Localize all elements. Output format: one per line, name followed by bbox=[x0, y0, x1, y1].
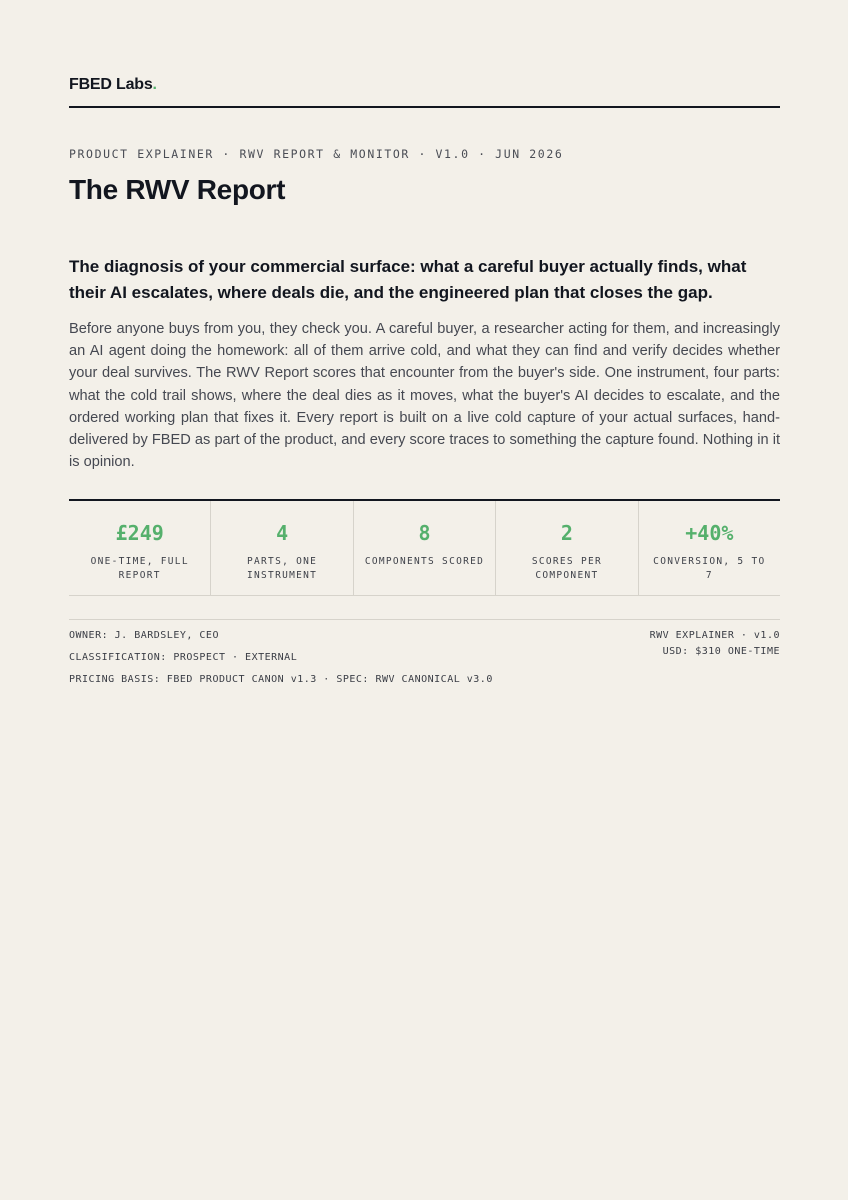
stat-price bbox=[69, 501, 211, 595]
stat-label: COMPONENTS SCORED bbox=[364, 556, 485, 567]
usd-price-line: USD: $310 ONE-TIME bbox=[662, 646, 780, 657]
doc-id-line: RWV EXPLAINER · v1.0 bbox=[649, 630, 780, 641]
footer-meta-right bbox=[650, 629, 780, 661]
stat-parts bbox=[211, 501, 353, 595]
document-footer bbox=[69, 619, 780, 685]
stat-value: 4 bbox=[276, 521, 289, 545]
stat-label: PARTS, ONE INSTRUMENT bbox=[247, 556, 318, 581]
stat-value: £249 bbox=[115, 521, 164, 545]
page-title: The RWV Report bbox=[69, 174, 286, 205]
stats-strip bbox=[69, 499, 780, 596]
owner-line: OWNER: J. BARDSLEY, CEO bbox=[69, 630, 219, 641]
lede-paragraph: The diagnosis of your commercial surface: what a careful buyer actually finds, what their AI escalates, where deals die, and the engineered plan that closes the gap. bbox=[69, 257, 747, 302]
stat-conversion bbox=[639, 501, 780, 595]
stat-components bbox=[354, 501, 496, 595]
footer-meta-left bbox=[69, 629, 493, 695]
stat-value: +40% bbox=[685, 521, 734, 545]
stat-label: SCORES PER COMPONENT bbox=[531, 556, 603, 581]
body-paragraph: Before anyone buys from you, they check you. A careful buyer, a researcher acting for them, and increasingly an AI agent doing the homework: all of them arrive cold, and what they can find and verify decides whether your deal survives. The RWV Report scores that encounter from the buyer's side. One instrument, four parts: what the cold trail shows, where the deal dies as it moves, what the buyer's AI decides to escalate, and the ordered working plan that fixes it. Every report is built on a live cold capture of your actual surfaces, hand-delivered by FBED as part of the product, and every score traces to something the capture found. Nothing in it is opinion. bbox=[69, 321, 780, 471]
brand-logo bbox=[69, 76, 157, 93]
brand-name: FBED Labs bbox=[69, 76, 153, 93]
stat-value: 8 bbox=[418, 521, 431, 545]
brand-dot: . bbox=[152, 76, 157, 93]
stat-scores bbox=[496, 501, 638, 595]
header bbox=[69, 76, 780, 108]
pricing-basis-line: PRICING BASIS: FBED PRODUCT CANON v1.3 · SPEC: RWV CANONICAL v3.0 bbox=[69, 674, 493, 685]
stat-label: ONE-TIME, FULL REPORT bbox=[90, 556, 189, 581]
stat-value: 2 bbox=[560, 521, 573, 545]
stat-label: CONVERSION, 5 TO 7 bbox=[653, 556, 766, 581]
eyebrow-label: PRODUCT EXPLAINER · RWV REPORT & MONITOR · V1.0 · JUN 2026 bbox=[69, 147, 564, 161]
classification-line: CLASSIFICATION: PROSPECT · EXTERNAL bbox=[69, 652, 298, 663]
